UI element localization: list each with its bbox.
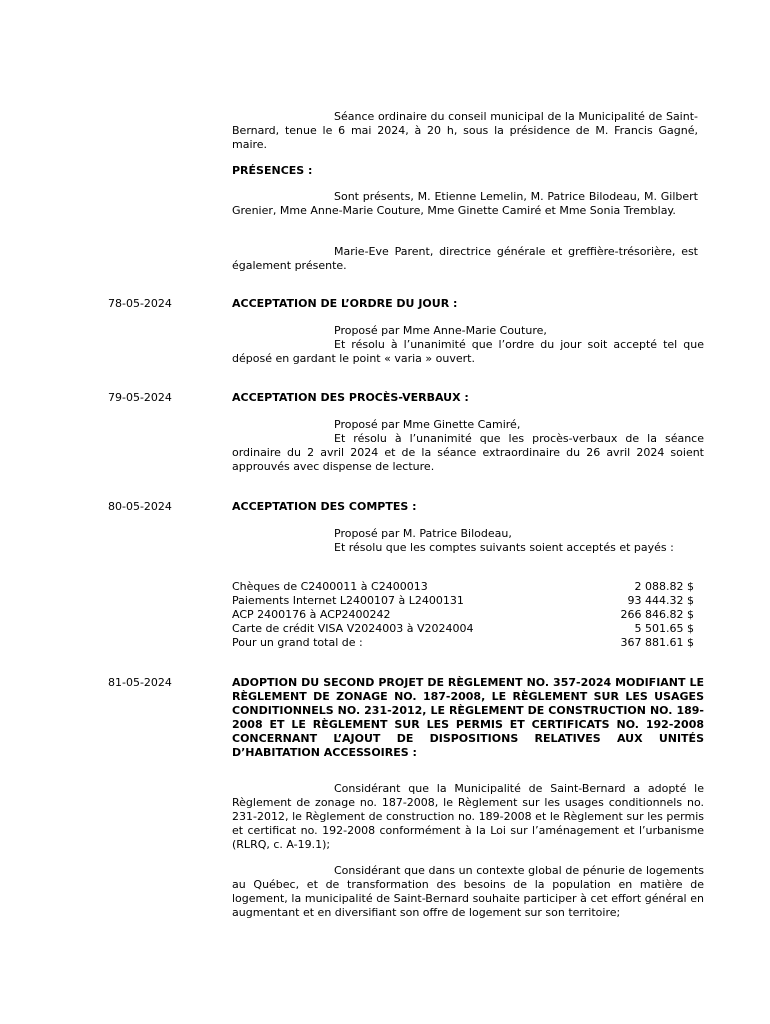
resolution-text: Et résolu que les comptes suivants soient acceptés et payés : bbox=[334, 541, 674, 554]
resolution-number: 81-05-2024 bbox=[108, 676, 172, 689]
account-label: Chèques de C2400011 à C2400013 bbox=[232, 580, 428, 593]
accounts-table bbox=[232, 580, 704, 650]
account-label: Paiements Internet L2400107 à L2400131 bbox=[232, 594, 464, 607]
considerant-paragraph: Considérant que la Municipalité de Saint-Bernard a adopté le Règlement de zonage no. 187-2008, le Règlement sur les usages conditionnels no. 231-2012, le Règlement de construction no. 189-2008 et le Règlement sur les permis et certificat no. 192-2008 conformément à la Loi sur l’aménagement et l’urbanisme (RLRQ, c. A-19.1); bbox=[232, 782, 704, 851]
account-label: Carte de crédit VISA V2024003 à V2024004 bbox=[232, 622, 474, 635]
account-amount: 5 501.65 $ bbox=[634, 622, 694, 635]
resolution-title: ACCEPTATION DE L’ORDRE DU JOUR : bbox=[232, 297, 458, 310]
present-members: Sont présents, M. Etienne Lemelin, M. Patrice Bilodeau, M. Gilbert Grenier, Mme Anne-Marie Couture, Mme Ginette Camiré et Mme Sonia Tremblay. bbox=[232, 190, 698, 217]
table-row-total bbox=[232, 636, 694, 650]
resolution-number: 80-05-2024 bbox=[108, 500, 172, 513]
considerant-paragraph: Considérant que dans un contexte global de pénurie de logements au Québec, et de transformation des besoins de la population en matière de logement, la municipalité de Saint-Bernard souhaite participer à cet effort général en augmentant et en diversifiant son offre de logement sur son territoire; bbox=[232, 864, 704, 919]
director-line: Marie-Eve Parent, directrice générale et greffière-trésorière, est également présente. bbox=[232, 245, 698, 272]
table-row bbox=[232, 608, 694, 622]
presences-heading: PRÉSENCES : bbox=[232, 164, 313, 177]
resolution-proposer: Proposé par Mme Anne-Marie Couture, bbox=[334, 324, 547, 337]
resolution-number: 78-05-2024 bbox=[108, 297, 172, 310]
resolution-text: Et résolu à l’unanimité que les procès-verbaux de la séance ordinaire du 2 avril 2024 et de la séance extraordinaire du 26 avril 2024 soient approuvés avec dispense de lecture. bbox=[232, 432, 704, 473]
account-label: ACP 2400176 à ACP2400242 bbox=[232, 608, 391, 621]
account-label: Pour un grand total de : bbox=[232, 636, 363, 649]
account-amount: 93 444.32 $ bbox=[627, 594, 694, 607]
table-row bbox=[232, 580, 694, 594]
table-row bbox=[232, 594, 694, 608]
resolution-number: 79-05-2024 bbox=[108, 391, 172, 404]
resolution-text: Et résolu à l’unanimité que l’ordre du jour soit accepté tel que déposé en gardant le point « varia » ouvert. bbox=[232, 338, 704, 365]
resolution-title: ACCEPTATION DES COMPTES : bbox=[232, 500, 417, 513]
resolution-title: ACCEPTATION DES PROCÈS-VERBAUX : bbox=[232, 391, 469, 404]
account-amount: 2 088.82 $ bbox=[634, 580, 694, 593]
resolution-proposer: Proposé par Mme Ginette Camiré, bbox=[334, 418, 521, 431]
table-row bbox=[232, 622, 694, 636]
resolution-proposer: Proposé par M. Patrice Bilodeau, bbox=[334, 527, 512, 540]
account-amount: 266 846.82 $ bbox=[620, 608, 694, 621]
session-intro: Séance ordinaire du conseil municipal de la Municipalité de Saint-Bernard, tenue le 6 mai 2024, à 20 h, sous la présidence de M. Francis Gagné, maire. bbox=[232, 110, 698, 151]
account-amount: 367 881.61 $ bbox=[620, 636, 694, 649]
resolution-title: ADOPTION DU SECOND PROJET DE RÈGLEMENT NO. 357-2024 MODIFIANT LE RÈGLEMENT DE ZONAGE NO. 187-2008, LE RÈGLEMENT SUR LES USAGES CONDITIONNELS NO. 231-2012, LE RÈGLEMENT DE CONSTRUCTION NO. 189-2008 ET LE RÈGLEMENT SUR LES PERMIS ET CERTIFICATS NO. 192-2008 CONCERNANT L’AJOUT DE DISPOSITIONS RELATIVES AUX UNITÉS D’HABITATION ACCESSOIRES : bbox=[232, 676, 704, 759]
